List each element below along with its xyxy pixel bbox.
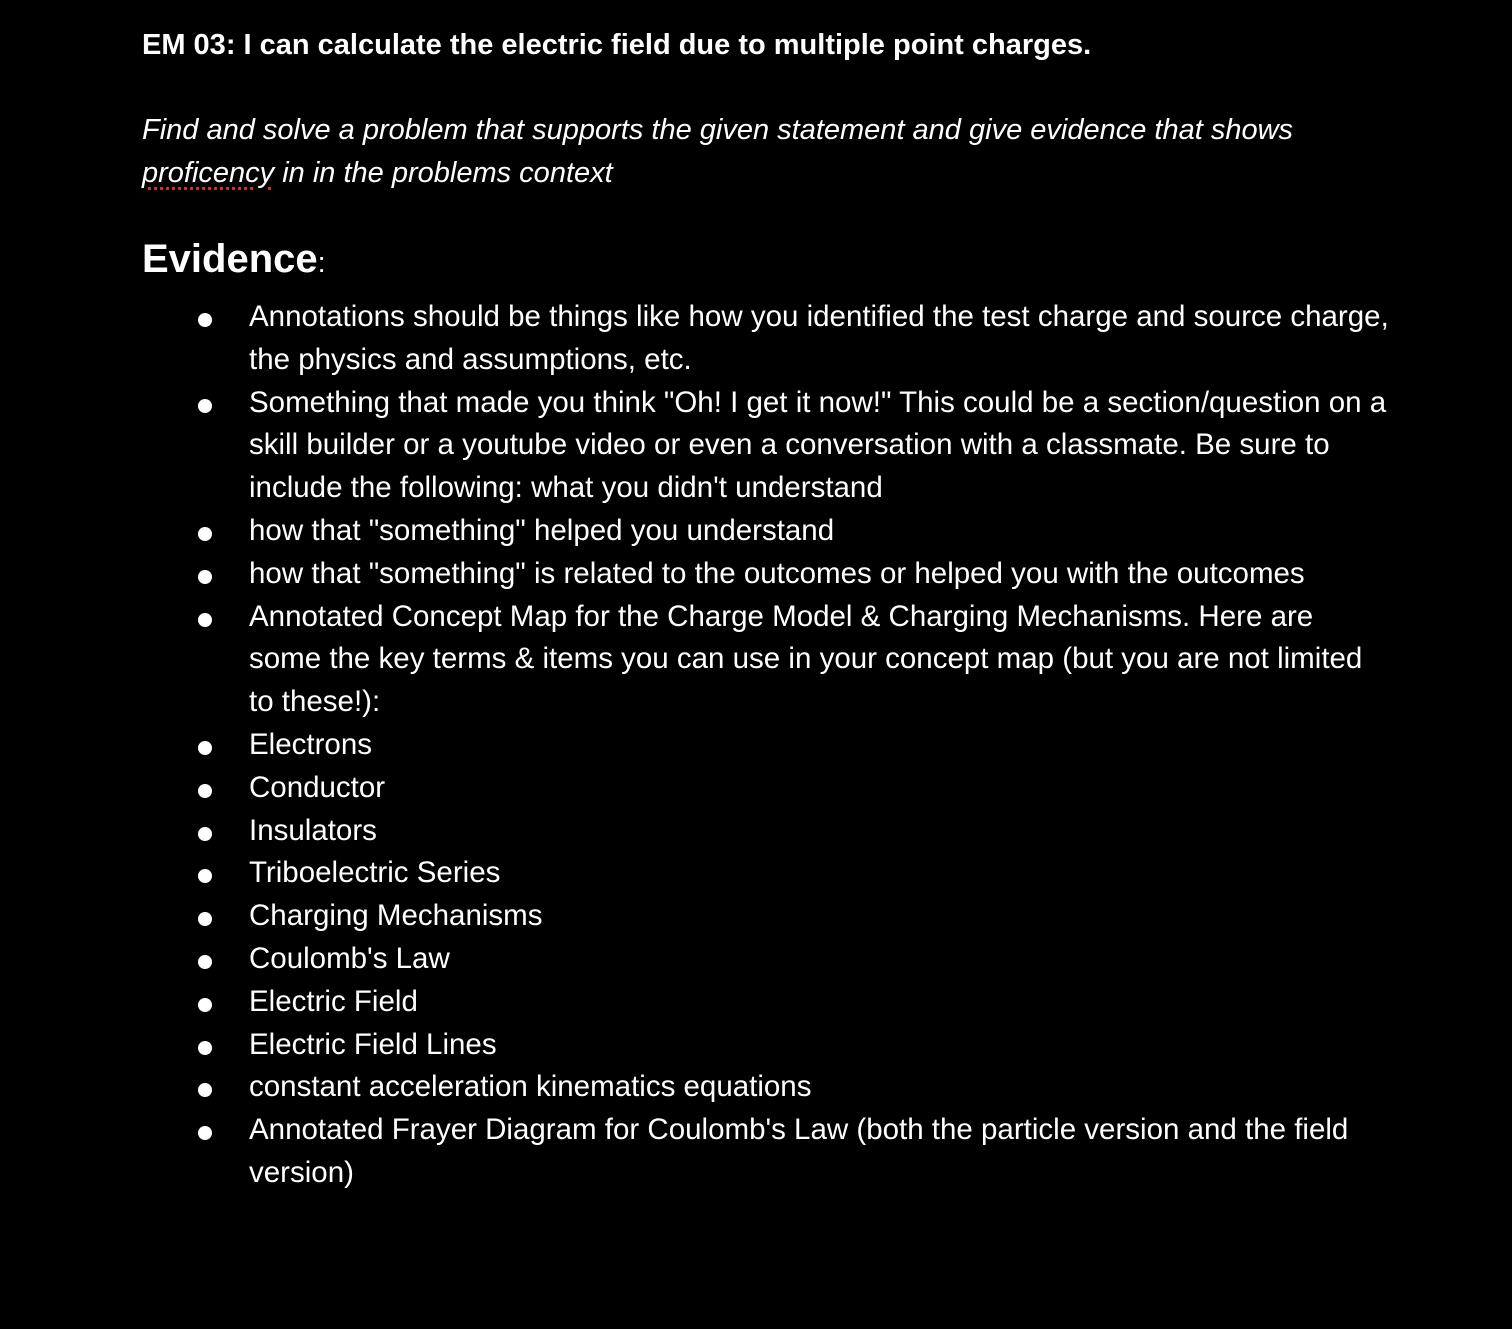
list-item [142,1109,1392,1195]
list-item [142,596,1392,724]
list-item-text: Something that made you think "Oh! I get it now!" This could be a section/question on a skill builder or a youtube video or even a conversation with a classmate. Be sure to include the following: what you didn't understand [249,385,1387,505]
list-item-text: Annotations should be things like how you identified the test charge and source charge, the physics and assumptions, etc. [249,300,1389,376]
evidence-heading-label: Evidence [142,237,318,281]
bullet-icon [198,784,212,798]
list-item [142,810,1392,853]
list-item [142,767,1392,810]
list-item-text: Electric Field [249,984,418,1018]
list-item [142,296,1392,382]
list-item [142,553,1392,596]
list-item-text: Conductor [249,770,386,804]
bullet-icon [198,955,212,969]
bullet-icon [198,869,212,883]
list-item-text: Electrons [249,727,372,761]
learning-target-heading: EM 03: I can calculate the electric field due to multiple point charges. [142,29,1092,61]
list-item [142,510,1392,553]
list-item [142,1066,1392,1109]
list-item [142,852,1392,895]
list-item-text: how that "something" helped you understand [249,513,835,547]
misspelled-word: proficency [142,157,275,189]
evidence-list [142,296,1392,1195]
bullet-icon [198,570,212,584]
bullet-icon [198,827,212,841]
instructions-text [142,109,1392,195]
list-item-text: Annotated Frayer Diagram for Coulomb's Law (both the particle version and the field version) [249,1113,1349,1189]
list-item [142,938,1392,981]
bullet-icon [198,313,212,327]
instructions-text-start: Find and solve a problem that supports the given statement and give evidence that shows [142,114,1294,146]
list-item-text: Annotated Concept Map for the Charge Model & Charging Mechanisms. Here are some the key terms & items you can use in your concept map (but you are not limited to these!): [249,599,1363,719]
list-item-text: Coulomb's Law [249,941,450,975]
list-item [142,382,1392,510]
list-item [142,981,1392,1024]
bullet-icon [198,1126,212,1140]
list-item [142,895,1392,938]
bullet-icon [198,1041,212,1055]
bullet-icon [198,741,212,755]
list-item [142,724,1392,767]
bullet-icon [198,998,212,1012]
instructions-text-end: in in the problems context [274,157,613,189]
evidence-heading-colon: : [317,247,326,279]
bullet-icon [198,613,212,627]
list-item-text: constant acceleration kinematics equations [249,1070,812,1104]
bullet-icon [198,1083,212,1097]
list-item [142,1024,1392,1067]
bullet-icon [198,527,212,541]
evidence-heading [142,235,1392,292]
bullet-icon [198,912,212,926]
list-item-text: Triboelectric Series [249,856,501,890]
list-item-text: Electric Field Lines [249,1027,497,1061]
document-body [142,24,1392,1195]
list-item-text: Charging Mechanisms [249,899,543,933]
list-item-text: how that "something" is related to the outcomes or helped you with the outcomes [249,556,1305,590]
bullet-icon [198,399,212,413]
list-item-text: Insulators [249,813,377,847]
